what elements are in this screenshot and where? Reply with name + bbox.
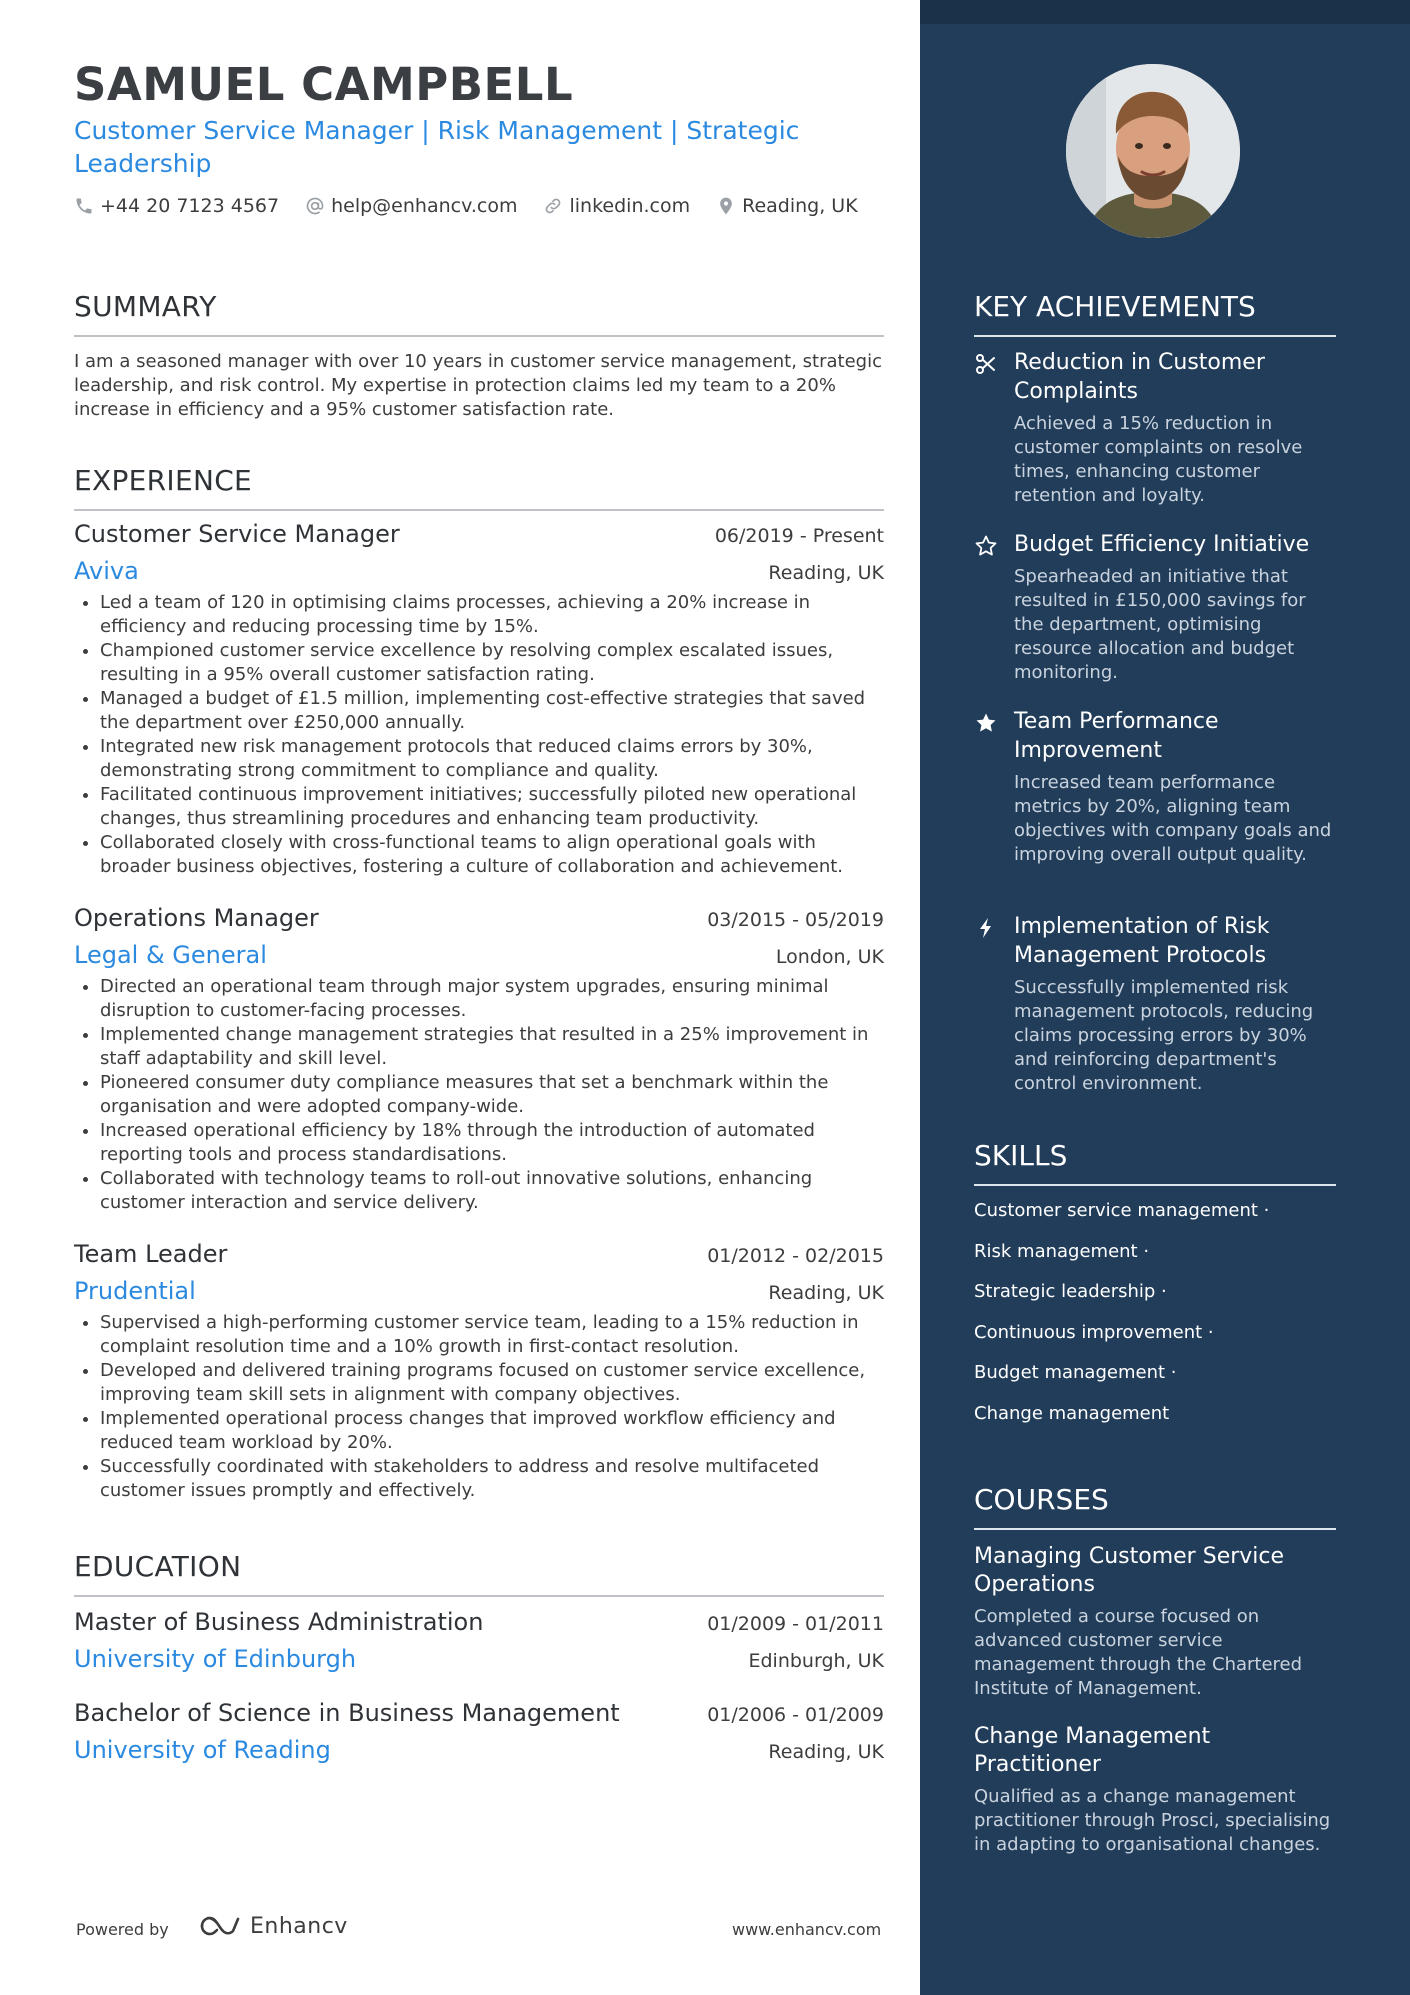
job-entry <box>74 520 884 879</box>
skill-item: Risk management · <box>974 1241 1150 1262</box>
star-outline-icon <box>974 534 998 558</box>
bullet-item: • Pioneered consumer duty compliance measures that set a benchmark within the organisation and were adopted company-wide. <box>100 1071 884 1119</box>
company-name[interactable]: Prudential <box>74 1277 196 1305</box>
job-dates: 06/2019 - Present <box>714 525 884 547</box>
skill-item: Strategic leadership · <box>974 1281 1167 1302</box>
contact-location <box>716 195 858 217</box>
education-entry <box>74 1699 884 1764</box>
job-bullets <box>74 1311 884 1503</box>
headline: Customer Service Manager | Risk Management | Strategic Leadership <box>74 116 800 178</box>
education-heading: EDUCATION <box>74 1550 884 1597</box>
bullet-item: • Increased operational efficiency by 18% through the introduction of automated reporting tools and process standardisations. <box>100 1119 884 1167</box>
course-item <box>974 1543 1336 1701</box>
enhancv-brand-text: Enhancv <box>250 1913 348 1939</box>
skill-item: Change management <box>974 1403 1170 1424</box>
star-filled-icon <box>974 711 998 735</box>
job-location: Reading, UK <box>768 1282 884 1304</box>
bullet-item: • Collaborated with technology teams to roll-out innovative solutions, enhancing customer interaction and service delivery. <box>100 1167 884 1215</box>
job-bullets <box>74 591 884 879</box>
bullet-item: • Developed and delivered training programs focused on customer service excellence, improving team skill sets in alignment with company objectives. <box>100 1359 884 1407</box>
skills-heading: SKILLS <box>974 1139 1336 1186</box>
bullet-item: • Successfully coordinated with stakeholders to address and resolve multifaceted customer issues promptly and effectively. <box>100 1455 884 1503</box>
achievement-desc: Achieved a 15% reduction in customer complaints on resolve times, enhancing customer retention and loyalty. <box>1014 413 1303 506</box>
achievement-item <box>974 707 1336 867</box>
scissors-icon <box>974 352 998 376</box>
education-location: Edinburgh, UK <box>748 1650 884 1672</box>
school-name[interactable]: University of Edinburgh <box>74 1645 357 1673</box>
contact-phone[interactable] <box>74 195 279 217</box>
course-title: Change Management Practitioner <box>974 1724 1211 1777</box>
achievements-heading: KEY ACHIEVEMENTS <box>974 290 1336 337</box>
skill-item: Customer service management · <box>974 1200 1270 1221</box>
footer-url[interactable]: www.enhancv.com <box>732 1920 882 1939</box>
achievement-desc: Successfully implemented risk management protocols, reducing claims processing errors by 30% and reinforcing department's control environment. <box>1014 977 1314 1094</box>
course-item <box>974 1723 1336 1857</box>
job-title: Team Leader <box>74 1240 228 1268</box>
skill-item: Continuous improvement · <box>974 1322 1214 1343</box>
course-desc: Completed a course focused on advanced customer service management through the Chartered Institute of Management. <box>974 1606 1303 1699</box>
bullet-item: • Directed an operational team through major system upgrades, ensuring minimal disruption to customer-facing processes. <box>100 975 884 1023</box>
course-desc: Qualified as a change management practitioner through Prosci, specialising in adapting to organisational changes. <box>974 1786 1331 1855</box>
bullet-item: • Integrated new risk management protocols that reduced claims errors by 30%, demonstrating strong commitment to compliance and quality. <box>100 735 884 783</box>
achievement-item <box>974 912 1336 1096</box>
job-entry <box>74 1240 884 1503</box>
school-name[interactable]: University of Reading <box>74 1736 331 1764</box>
location-text: Reading, UK <box>742 195 858 217</box>
contact-email[interactable] <box>305 195 517 217</box>
contact-bar <box>74 195 884 217</box>
phone-text: +44 20 7123 4567 <box>100 195 280 217</box>
avatar-portrait <box>1066 64 1240 238</box>
job-bullets <box>74 975 884 1215</box>
company-name[interactable]: Legal & General <box>74 941 267 969</box>
education-dates: 01/2006 - 01/2009 <box>707 1704 884 1726</box>
job-title: Operations Manager <box>74 904 319 932</box>
achievement-title: Implementation of Risk Management Protocols <box>1014 914 1270 968</box>
summary-text: I am a seasoned manager with over 10 years in customer service management, strategic leadership, and risk control. My expertise in protection claims led my team to a 20% increase in efficiency and a 95% customer satisfaction rate. <box>74 351 883 420</box>
education-location: Reading, UK <box>768 1741 884 1763</box>
bullet-item: • Facilitated continuous improvement initiatives; successfully piloted new operational changes, thus streamlining procedures and enhancing team productivity. <box>100 783 884 831</box>
job-location: Reading, UK <box>768 562 884 584</box>
bullet-item: • Championed customer service excellence by resolving complex escalated issues, resulting in a 95% overall customer satisfaction rating. <box>100 639 884 687</box>
lightning-icon <box>974 916 998 940</box>
bullet-item: • Led a team of 120 in optimising claims processes, achieving a 20% increase in efficiency and reducing processing time by 15%. <box>100 591 884 639</box>
achievement-desc: Spearheaded an initiative that resulted in £150,000 savings for the department, optimising resource allocation and budget monitoring. <box>1014 566 1306 683</box>
summary-heading: SUMMARY <box>74 290 884 337</box>
bullet-item: • Managed a budget of £1.5 million, implementing cost-effective strategies that saved the department over £250,000 annually. <box>100 687 884 735</box>
degree-title: Master of Business Administration <box>74 1608 484 1636</box>
job-entry <box>74 904 884 1215</box>
experience-heading: EXPERIENCE <box>74 464 884 511</box>
achievement-title: Team Performance Improvement <box>1014 709 1219 763</box>
degree-title: Bachelor of Science in Business Management <box>74 1699 620 1727</box>
profile-photo <box>1066 64 1240 238</box>
linkedin-text: linkedin.com <box>569 195 691 217</box>
education-entry <box>74 1608 884 1673</box>
courses-heading: COURSES <box>974 1483 1336 1530</box>
achievement-desc: Increased team performance metrics by 20%, aligning team objectives with company goals and improving overall output quality. <box>1014 772 1332 865</box>
location-pin-icon <box>716 196 736 216</box>
enhancv-logo[interactable] <box>196 1913 348 1939</box>
email-text: help@enhancv.com <box>331 195 518 217</box>
job-location: London, UK <box>775 946 884 968</box>
bullet-item: • Collaborated closely with cross-functional teams to align operational goals with broader business objectives, fostering a culture of collaboration and achievement. <box>100 831 884 879</box>
phone-icon <box>74 196 94 216</box>
sidebar-top-band <box>920 0 1410 24</box>
powered-by-label: Powered by <box>76 1920 169 1939</box>
contact-linkedin[interactable] <box>543 195 690 217</box>
candidate-name: SAMUEL CAMPBELL <box>74 58 574 111</box>
bullet-item: • Supervised a high-performing customer service team, leading to a 15% reduction in complaint resolution time and a 10% growth in first-contact resolution. <box>100 1311 884 1359</box>
bullet-item: • Implemented change management strategies that resulted in a 25% improvement in staff adaptability and skill level. <box>100 1023 884 1071</box>
link-icon <box>543 196 563 216</box>
education-dates: 01/2009 - 01/2011 <box>707 1613 884 1635</box>
at-icon <box>305 196 325 216</box>
job-dates: 03/2015 - 05/2019 <box>707 909 884 931</box>
achievement-item <box>974 348 1336 508</box>
skill-item: Budget management · <box>974 1362 1177 1383</box>
job-title: Customer Service Manager <box>74 520 400 548</box>
achievement-title: Budget Efficiency Initiative <box>1014 532 1310 557</box>
bullet-item: • Implemented operational process changes that improved workflow efficiency and reduced team workload by 20%. <box>100 1407 884 1455</box>
enhancv-logo-icon <box>196 1913 242 1939</box>
achievement-item <box>974 530 1336 685</box>
course-title: Managing Customer Service Operations <box>974 1544 1285 1597</box>
job-dates: 01/2012 - 02/2015 <box>707 1245 884 1267</box>
achievement-title: Reduction in Customer Complaints <box>1014 350 1265 404</box>
company-name[interactable]: Aviva <box>74 557 139 585</box>
